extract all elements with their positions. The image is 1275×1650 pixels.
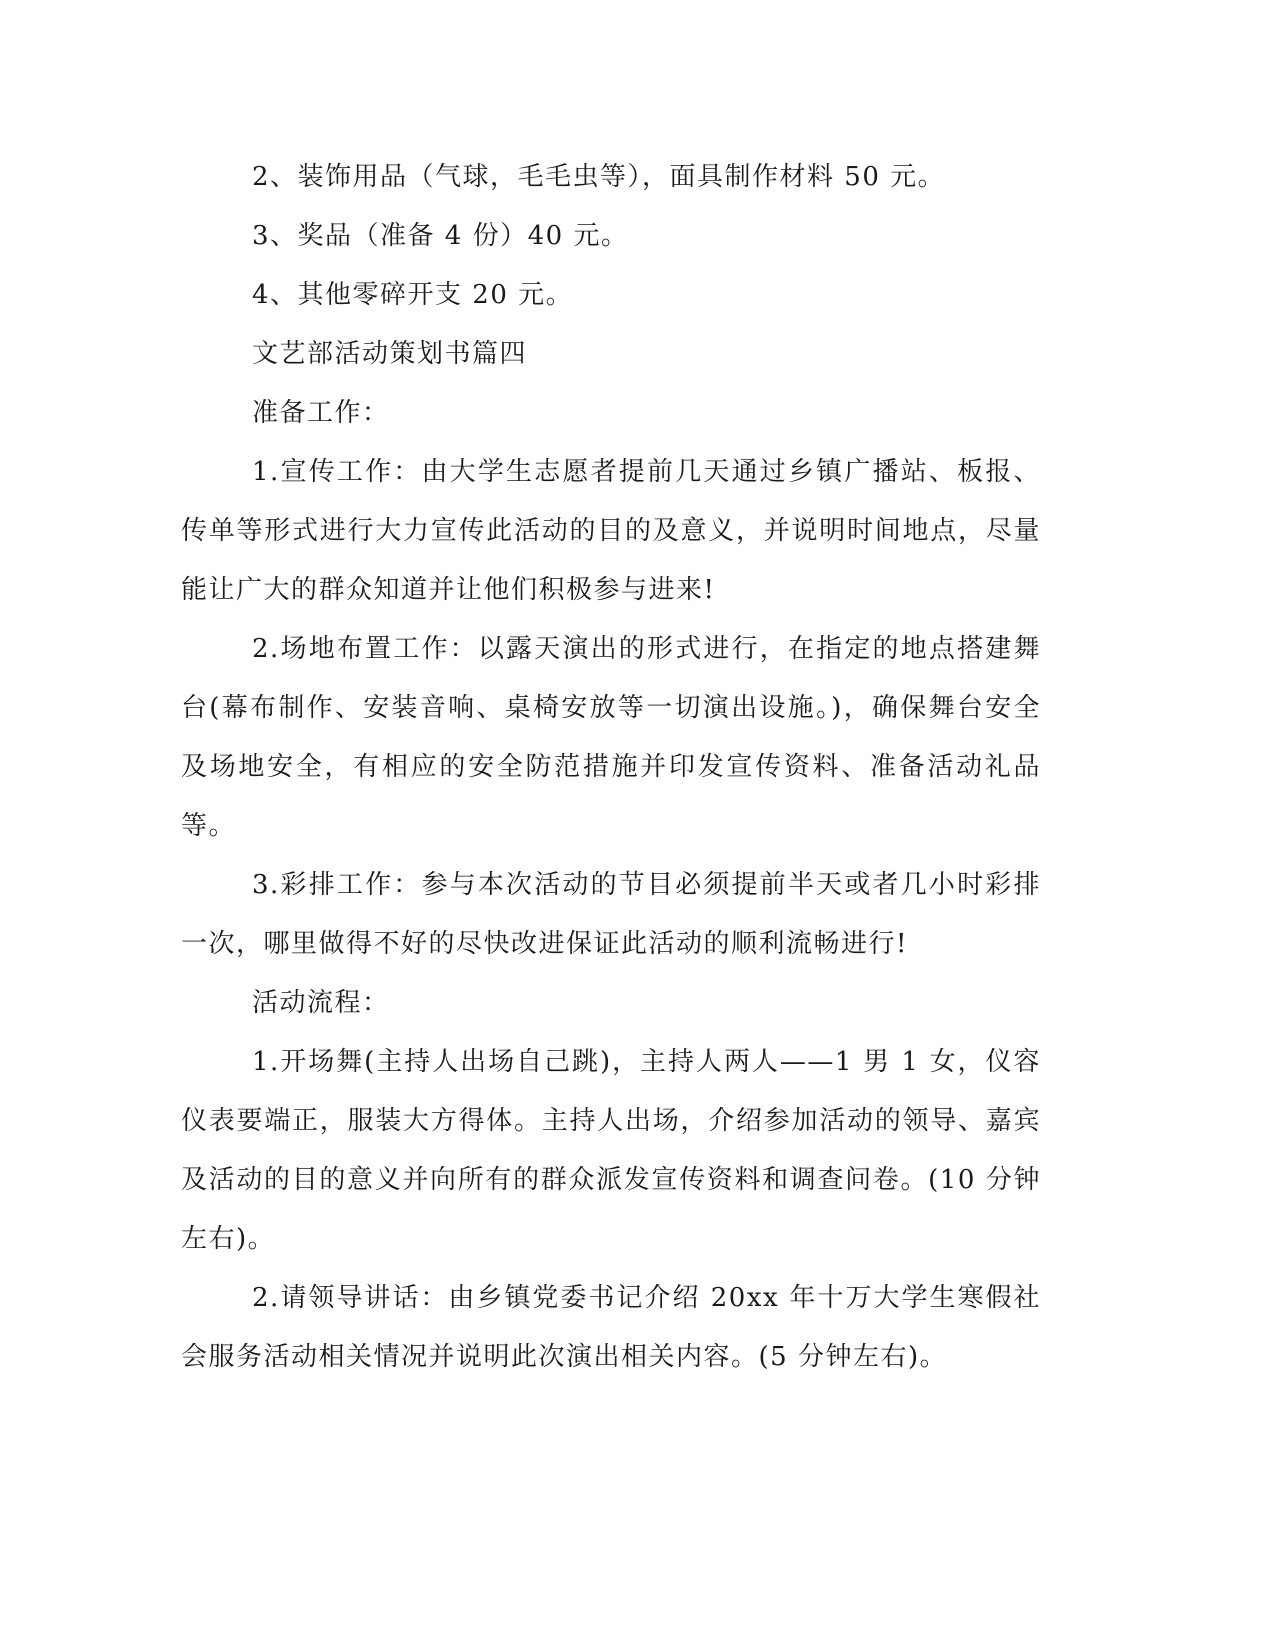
section-heading: 文艺部活动策划书篇四 [252, 339, 528, 369]
budget-item-misc: 4、其他零碎开支 20 元。 [252, 280, 574, 310]
paragraph-leader-speech: 2.请领导讲话：由乡镇党委书记介绍 20xx 年十万大学生寒假社会服务活动相关情况并说明此次演出相关内容。(5 分钟左右)。 [181, 1283, 1041, 1372]
subheading-preparation: 准备工作： [252, 398, 390, 428]
budget-item-prizes: 3、奖品（准备 4 份）40 元。 [252, 221, 629, 251]
paragraph-publicity: 1.宣传工作：由大学生志愿者提前几天通过乡镇广播站、板报、传单等形式进行大力宣传此活动的目的及意义，并说明时间地点，尽量能让广大的群众知道并让他们积极参与进来! [181, 457, 1041, 605]
subheading-process: 活动流程： [252, 988, 390, 1018]
document-body [181, 148, 1041, 1387]
paragraph-venue-setup: 2.场地布置工作：以露天演出的形式进行，在指定的地点搭建舞台(幕布制作、安装音响、桌椅安放等一切演出设施。)，确保舞台安全及场地安全，有相应的安全防范措施并印发宣传资料、准备活动礼品等。 [181, 634, 1041, 841]
paragraph-rehearsal: 3.彩排工作：参与本次活动的节目必须提前半天或者几小时彩排一次，哪里做得不好的尽快改进保证此活动的顺利流畅进行! [181, 870, 1041, 959]
paragraph-opening-dance: 1.开场舞(主持人出场自己跳)，主持人两人——1 男 1 女，仪容仪表要端正，服装大方得体。主持人出场，介绍参加活动的领导、嘉宾及活动的目的意义并向所有的群众派发宣传资料和调查问卷。(10 分钟左右)。 [181, 1047, 1041, 1254]
budget-item-decorations: 2、装饰用品（气球，毛毛虫等），面具制作材料 50 元。 [252, 162, 946, 192]
